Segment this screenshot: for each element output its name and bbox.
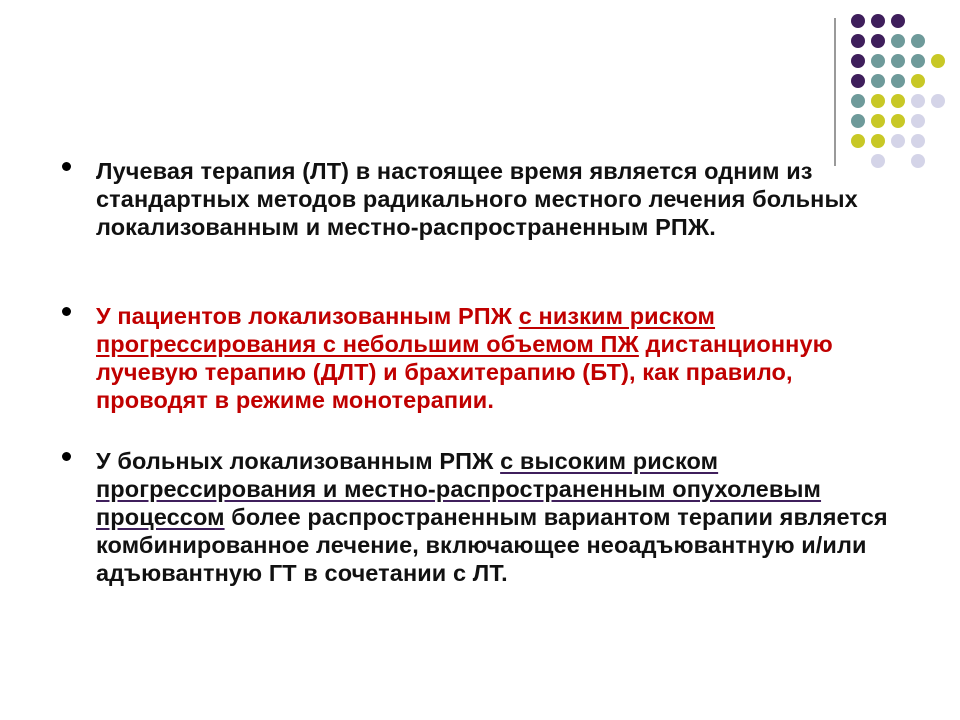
decorative-dot [851, 54, 865, 68]
decorative-dot [871, 114, 885, 128]
decorative-dot [931, 54, 945, 68]
decorative-dot [891, 114, 905, 128]
decorative-dot [891, 14, 905, 28]
bullet-text [96, 447, 896, 587]
decorative-dot-grid [0, 0, 960, 180]
bullet-underlined-text: с высоким риском прогрессирования и местно-распространенным опухолевым процессом [96, 448, 822, 530]
decorative-dot [911, 154, 925, 168]
decorative-dot [891, 54, 905, 68]
decorative-dot [871, 34, 885, 48]
decorative-dot [851, 114, 865, 128]
decorative-dot [911, 54, 925, 68]
decorative-dot [851, 14, 865, 28]
decorative-dot [891, 94, 905, 108]
bullet-tail-text: дистанционную лучевую терапию (ДЛТ) и брахитерапию (БТ), как правило, проводят в режиме монотерапии. [96, 331, 833, 413]
bullet-text [96, 302, 896, 414]
bullet-underlined-text: с низким риском прогрессирования с небольшим объемом ПЖ [96, 303, 716, 357]
decorative-dot [871, 14, 885, 28]
bullet-text: Лучевая терапия (ЛТ) в настоящее время является одним из стандартных методов радикального местного лечения больных локализованным и местно-распространенным РПЖ. [96, 158, 858, 240]
decorative-dot [851, 34, 865, 48]
decorative-dot [891, 34, 905, 48]
decorative-dot [911, 134, 925, 148]
decorative-dot [891, 74, 905, 88]
decorative-dot [911, 94, 925, 108]
bullet-marker [62, 452, 71, 461]
decorative-dot [911, 34, 925, 48]
bullet-lead-text: У больных локализованным РПЖ [96, 448, 501, 474]
decorative-dot [871, 94, 885, 108]
decorative-dot [851, 134, 865, 148]
decorative-dot [891, 134, 905, 148]
bullet-marker [62, 307, 71, 316]
bullet-tail-text: более распространенным вариантом терапии является комбинированное лечение, включающее неоадъювантную и/или адъювантную ГТ в сочетании с ЛТ. [96, 504, 888, 586]
bullet-lead-text: У пациентов локализованным РПЖ [96, 303, 519, 329]
decorative-dot [911, 74, 925, 88]
decorative-dot [871, 54, 885, 68]
decorative-dot [911, 114, 925, 128]
decorative-dot [851, 74, 865, 88]
decorative-dot [931, 94, 945, 108]
decorative-dot [851, 94, 865, 108]
decorative-dot [871, 134, 885, 148]
decorative-dot [871, 74, 885, 88]
bullet-marker [62, 162, 71, 171]
